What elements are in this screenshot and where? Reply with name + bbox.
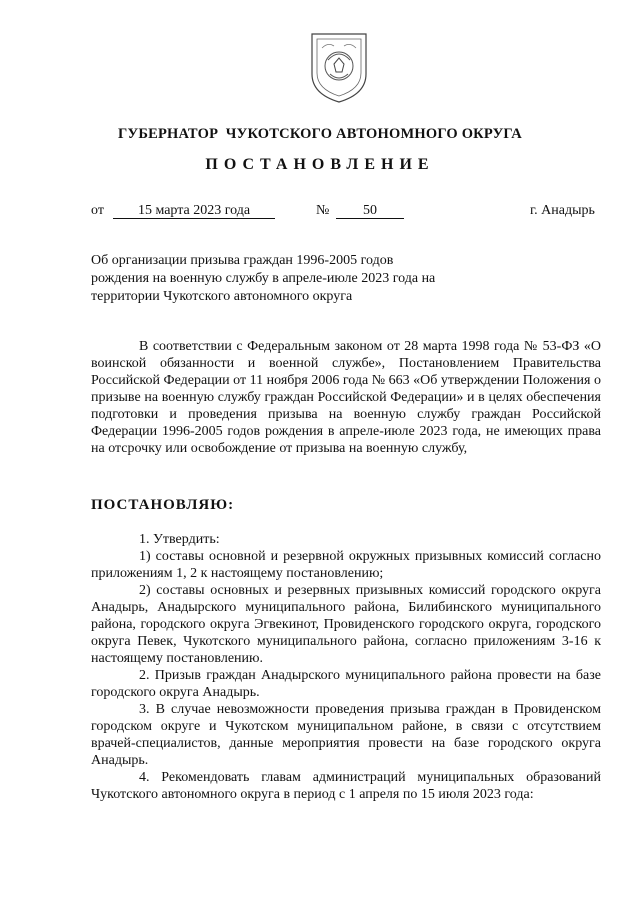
item-1-1: 1) составы основной и резервной окружных призывных комиссий согласно приложениям 1, 2 к настоящему постановлению; [91, 549, 601, 581]
item-4: 4. Рекомендовать главам администраций муниципальных образований Чукотского автономного округа в период с 1 апреля по 15 июля 2023 года: [91, 770, 601, 802]
date-prefix: от [91, 203, 104, 218]
document-number: 50 [336, 203, 404, 219]
number-label: № [316, 203, 330, 218]
decree-heading: ПОСТАНОВЛЯЮ: [91, 497, 235, 513]
preamble-text: В соответствии с Федеральным законом от 28 марта 1998 года № 53-ФЗ «О воинской обязанности и военной службе», Постановлением Правительства Российской Федерации от 11 ноября 2006 года № 663 «Об утверждении Положения о призыве на военную службу граждан Российской Федерации» и в целях обеспечения подготовки и проведения призыва на военную службу граждан Российской Федерации 1996-2005 годов рождения в апреле-июле 2023 года, не имеющих права на отсрочку или освобождение от призыва на военную службу, [91, 339, 601, 456]
item-2: 2. Призыв граждан Анадырского муниципального района провести на базе городского округа Анадырь. [91, 668, 601, 700]
document-date: 15 марта 2023 года [113, 203, 275, 219]
coat-of-arms-emblem [308, 30, 370, 106]
item-1-2: 2) составы основных и резервных призывных комиссий городского округа Анадырь, Анадырского муниципального района, Билибинского муниципального района, городского округа Эгвекинот, Провиденского городского округа, городского округа Певек, Чукотского муниципального района, согласно приложениям 3-16 к настоящему постановлению. [91, 583, 601, 666]
document-subject: Об организации призыва граждан 1996-2005 годов рождения на военную службу в апреле-июле 2023 года на территории Чукотского автономного округа [91, 253, 436, 304]
item-1: 1. Утвердить: [139, 532, 220, 547]
city: г. Анадырь [530, 203, 595, 218]
document-type-title: ПОСТАНОВЛЕНИЕ [205, 156, 435, 173]
issuing-authority: ГУБЕРНАТОР ЧУКОТСКОГО АВТОНОМНОГО ОКРУГА [118, 126, 522, 142]
preamble [91, 338, 601, 457]
decree-items [91, 531, 601, 803]
item-3: 3. В случае невозможности проведения призыва граждан в Провиденском городском округе и Чукотском муниципальном районе, в связи с отсутствием врачей-специалистов, данные мероприятия провести на базе городского округа Анадырь. [91, 702, 601, 768]
